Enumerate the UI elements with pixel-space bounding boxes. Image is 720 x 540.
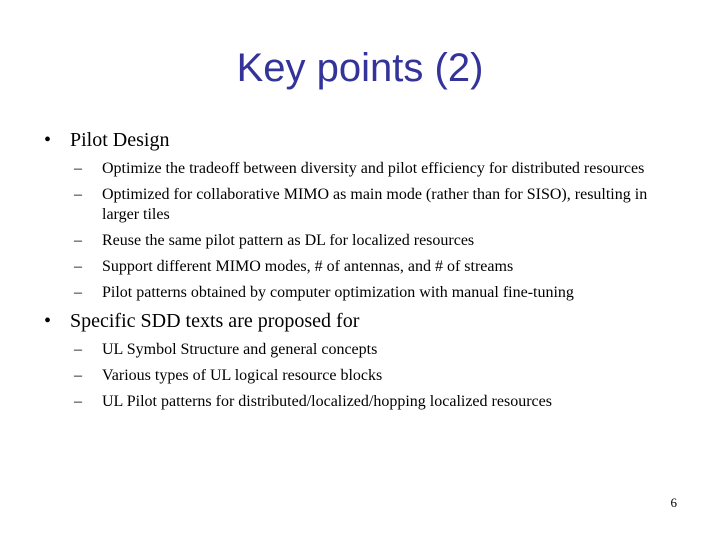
- sub-bullet-text: UL Pilot patterns for distributed/localized/hopping localized resources: [102, 393, 552, 410]
- bullet-icon: •: [44, 310, 52, 332]
- sub-bullet-list: [44, 340, 684, 412]
- sub-bullet-item: [44, 231, 684, 251]
- sub-bullet-text: Various types of UL logical resource blocks: [102, 367, 383, 384]
- dash-icon: –: [74, 186, 82, 203]
- dash-icon: –: [74, 160, 82, 177]
- dash-icon: –: [74, 284, 82, 301]
- dash-icon: –: [74, 367, 82, 384]
- dash-icon: –: [74, 232, 82, 249]
- section-sdd-texts: [44, 309, 684, 412]
- dash-icon: –: [74, 393, 82, 410]
- sub-bullet-item: [44, 283, 684, 303]
- dash-icon: –: [74, 258, 82, 275]
- sub-bullet-item: [44, 185, 684, 225]
- bullet-icon: •: [44, 129, 52, 151]
- sub-bullet-item: [44, 392, 684, 412]
- page-number: 6: [670, 495, 677, 510]
- bullet-item: [44, 309, 684, 333]
- sub-bullet-text: UL Symbol Structure and general concepts: [102, 341, 378, 358]
- sub-bullet-list: [44, 159, 684, 303]
- slide-title: Key points (2): [236, 46, 484, 90]
- section-heading: Specific SDD texts are proposed for: [70, 310, 360, 332]
- bullet-item: [44, 128, 684, 152]
- sub-bullet-text: Pilot patterns obtained by computer optimization with manual fine-tuning: [102, 284, 574, 301]
- section-pilot-design: [44, 128, 684, 303]
- section-heading: Pilot Design: [70, 129, 170, 151]
- sub-bullet-text: Optimized for collaborative MIMO as main mode (rather than for SISO), resulting in larger tiles: [102, 186, 648, 223]
- sub-bullet-item: [44, 340, 684, 360]
- sub-bullet-item: [44, 159, 684, 179]
- sub-bullet-text: Optimize the tradeoff between diversity and pilot efficiency for distributed resources: [102, 160, 645, 177]
- sub-bullet-text: Support different MIMO modes, # of antennas, and # of streams: [102, 258, 514, 275]
- slide-content: [44, 128, 684, 418]
- sub-bullet-item: [44, 257, 684, 277]
- dash-icon: –: [74, 341, 82, 358]
- sub-bullet-text: Reuse the same pilot pattern as DL for localized resources: [102, 232, 475, 249]
- sub-bullet-item: [44, 366, 684, 386]
